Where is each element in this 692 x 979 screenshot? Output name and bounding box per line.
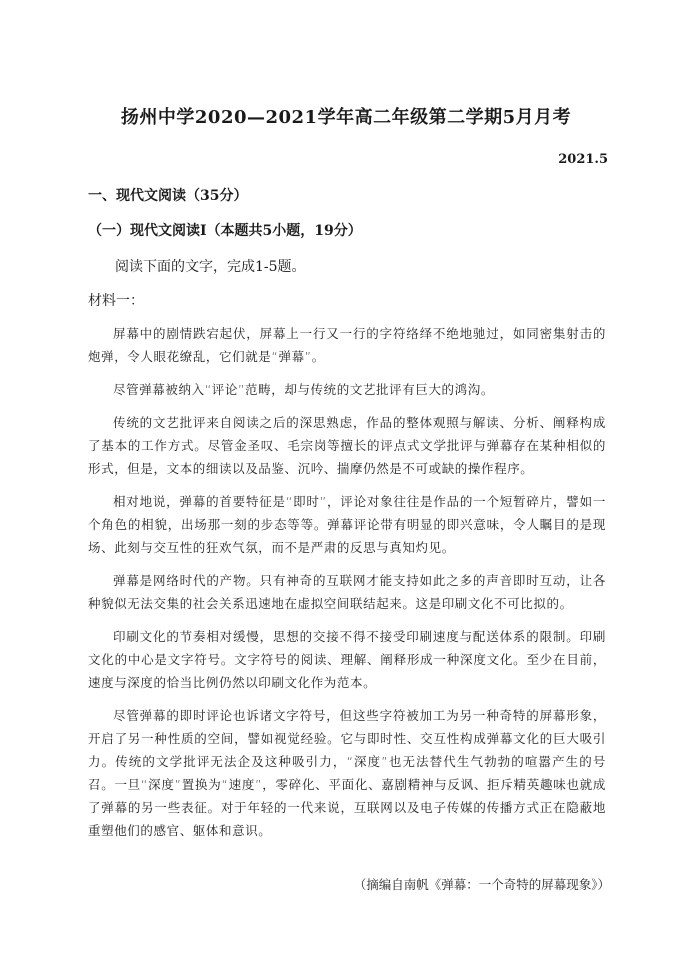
source-citation: （摘编自南帆《弹幕：一个奇特的屏幕现象》） — [353, 877, 610, 892]
exam-date: 2021.5 — [558, 152, 608, 167]
page-title: 扬州中学2020—2021学年高二年级第二学期5月月考 — [120, 107, 572, 128]
material-label: 材料一： — [88, 293, 144, 309]
paragraph: 相对地说，弹幕的首要特征是“即时”，评论对象往往是作品的一个短暂碎片，譬如一个角色的相貌，出场那一刻的步态等等。弹幕评论带有明显的即兴意味，令人瞩目的是现场、此刻与交互性的狂欢气氛，而不是严肃的反思与真知灼见。 — [88, 494, 606, 555]
sub-section-heading: （一）现代文阅读Ⅰ（本题共5小题，19分） — [88, 223, 362, 239]
paragraph: 传统的文艺批评来自阅读之后的深思熟虑，作品的整体观照与解读、分析、阐释构成了基本的工作方式。尽管金圣叹、毛宗岗等擅长的评点式文学批评与弹幕存在某种相似的形式，但是，文本的细读以及品鉴、沉吟、揣摩仍然是不可或缺的操作程序。 — [88, 415, 606, 476]
paragraph: 尽管弹幕的即时评论也诉诸文字符号，但这些字符被加工为另一种奇特的屏幕形象，开启了另一种性质的空间，譬如视觉经验。它与即时性、交互性构成弹幕文化的巨大吸引力。传统的文学批评无法企及这种吸引力，“深度”也无法替代生气勃勃的喧嚣产生的号召。一旦“深度”置换为“速度”，零碎化、平面化、嘉剧精神与反讽、拒斥精英趣味也就成了弹幕的另一些表征。对于年轻的一代来说，互联网以及电子传媒的传播方式正在隐蔽地重塑他们的感官、躯体和意识。 — [88, 708, 606, 838]
paragraph: 弹幕是网络时代的产物。只有神奇的互联网才能支持如此之多的声音即时互动，让各种貌似无法交集的社会关系迅速地在虚拟空间联结起来。这是印刷文化不可比拟的。 — [88, 573, 606, 611]
paragraph: 印刷文化的节奏相对缓慢，思想的交接不得不接受印刷速度与配送体系的限制。印刷文化的中心是文字符号。文字符号的阅读、理解、阐释形成一种深度文化。至少在目前，速度与深度的恰当比例仍然以印刷文化作为范本。 — [88, 629, 606, 690]
paragraph: 屏幕中的剧情跌宕起伏，屏幕上一行又一行的字符络绎不绝地驰过，如同密集射击的炮弹，令人眼花缭乱，它们就是“弹幕”。 — [88, 326, 606, 364]
paragraph: 尽管弹幕被纳入“评论”范畴，却与传统的文艺批评有巨大的鸿沟。 — [113, 382, 494, 397]
section-heading: 一、现代文阅读（35分） — [88, 188, 248, 204]
article-body — [88, 322, 606, 852]
reading-instruction: 阅读下面的文字，完成1-5题。 — [115, 259, 306, 275]
